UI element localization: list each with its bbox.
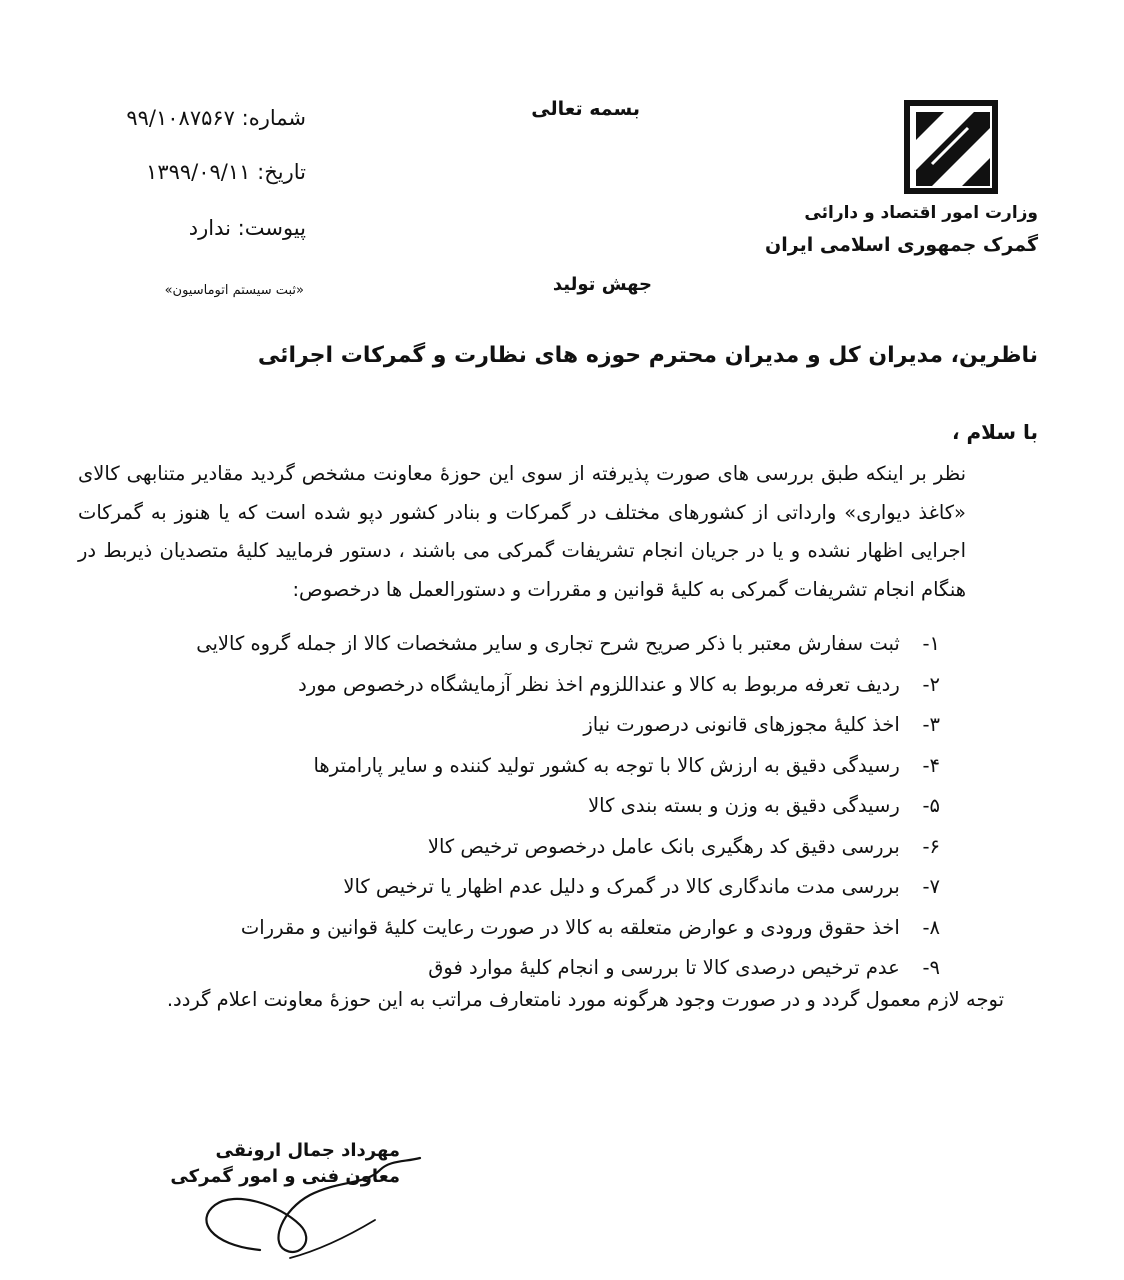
list-item: [196, 624, 940, 665]
requirements-list: [196, 624, 940, 989]
number-value: ۹۹/۱۰۸۷۵۶۷: [126, 106, 235, 130]
list-item-text: عدم ترخیص درصدی کالا تا بررسی و انجام کلیۀ موارد فوق: [428, 956, 900, 979]
date-value: ۱۳۹۹/۰۹/۱۱: [146, 160, 251, 184]
list-item: [196, 867, 940, 908]
list-item-number: ۶-: [922, 834, 940, 858]
number-label: شماره:: [241, 106, 306, 130]
list-item-number: ۹-: [922, 956, 940, 979]
list-item: [196, 665, 940, 706]
list-item-number: ۱-: [922, 632, 940, 655]
list-item-text: اخذ حقوق ورودی و عوارض متعلقه به کالا در صورت رعایت کلیۀ قوانین و مقررات: [240, 915, 900, 939]
signer-name: مهرداد جمال ارونقی: [215, 1140, 400, 1161]
list-item-text: بررسی مدت ماندگاری کالا در گمرک و دلیل عدم اظهار یا ترخیص کالا: [343, 875, 900, 898]
letter-number-row: [126, 106, 306, 130]
salutation: با سلام ،: [951, 420, 1038, 444]
system-registration-note: «ثبت سیستم اتوماسیون»: [164, 283, 304, 298]
list-item: [196, 705, 940, 746]
organization-name: گمرک جمهوری اسلامی ایران: [765, 234, 1038, 256]
list-item-text: رسیدگی دقیق به ارزش کالا با توجه به کشور تولید کننده و سایر پارامترها: [313, 753, 900, 777]
attachment-value: ندارد: [188, 216, 231, 240]
list-item-text: ردیف تعرفه مربوط به کالا و عنداللزوم اخذ نظر آزمایشگاه درخصوص مورد: [298, 672, 900, 696]
list-item-number: ۷-: [922, 875, 940, 898]
list-item: [196, 786, 940, 827]
handwritten-signature-icon: [190, 1150, 430, 1265]
date-label: تاریخ:: [257, 160, 306, 184]
attachment-row: [189, 216, 306, 240]
letter-date-row: [146, 160, 306, 184]
list-item-text: رسیدگی دقیق به وزن و بسته بندی کالا: [588, 794, 900, 817]
signer-title: معاون فنی و امور گمرکی: [170, 1166, 400, 1187]
list-item-text: اخذ کلیۀ مجوزهای قانونی درصورت نیاز: [583, 713, 900, 736]
list-item: [196, 908, 940, 949]
list-item-number: ۸-: [922, 915, 940, 939]
list-item-text: بررسی دقیق کد رهگیری بانک عامل درخصوص ترخیص کالا: [427, 834, 900, 858]
list-item-number: ۲-: [922, 672, 940, 696]
list-item: [196, 746, 940, 787]
list-item: [196, 948, 940, 989]
production-slogan: جهش تولید: [552, 274, 652, 295]
addressee-line: ناظرین، مدیران کل و مدیران محترم حوزه های نظارت و گمرکات اجرائی: [257, 343, 1038, 368]
letter-body: [78, 455, 1038, 609]
customs-emblem-icon: [904, 100, 998, 194]
body-paragraph: نظر بر اینکه طبق بررسی های صورت پذیرفته از سوی این حوزۀ معاونت مشخص گردید مقادیر متنابهی کالای «کاغذ دیواری» وارداتی از کشورهای مختلف در گمرکات و بنادر کشور دپو شده است که یا هنوز به گمرکات اجرایی اظهار نشده و یا در جریان انجام تشریفات گمرکی می باشند ، دستور فرمایید کلیۀ متصدیان ذیربط در هنگام انجام تشریفات گمرکی به کلیۀ قوانین و مقررات و دستورالعمل ها درخصوص:: [78, 462, 966, 601]
list-item: [196, 827, 940, 868]
attachment-label: پیوست:: [237, 216, 306, 240]
list-item-number: ۳-: [922, 713, 940, 736]
list-item-number: ۴-: [922, 753, 940, 777]
list-item-text: ثبت سفارش معتبر با ذکر صریح شرح تجاری و سایر مشخصات کالا از جمله گروه کالایی: [196, 632, 900, 655]
list-item-number: ۵-: [922, 794, 940, 817]
ministry-name: وزارت امور اقتصاد و دارائی: [804, 203, 1038, 223]
bismillah-heading: بسمه تعالی: [531, 98, 640, 120]
closing-sentence: توجه لازم معمول گردد و در صورت وجود هرگونه مورد نامتعارف مراتب به این حوزۀ معاونت اعلام گردد.: [166, 988, 1004, 1011]
